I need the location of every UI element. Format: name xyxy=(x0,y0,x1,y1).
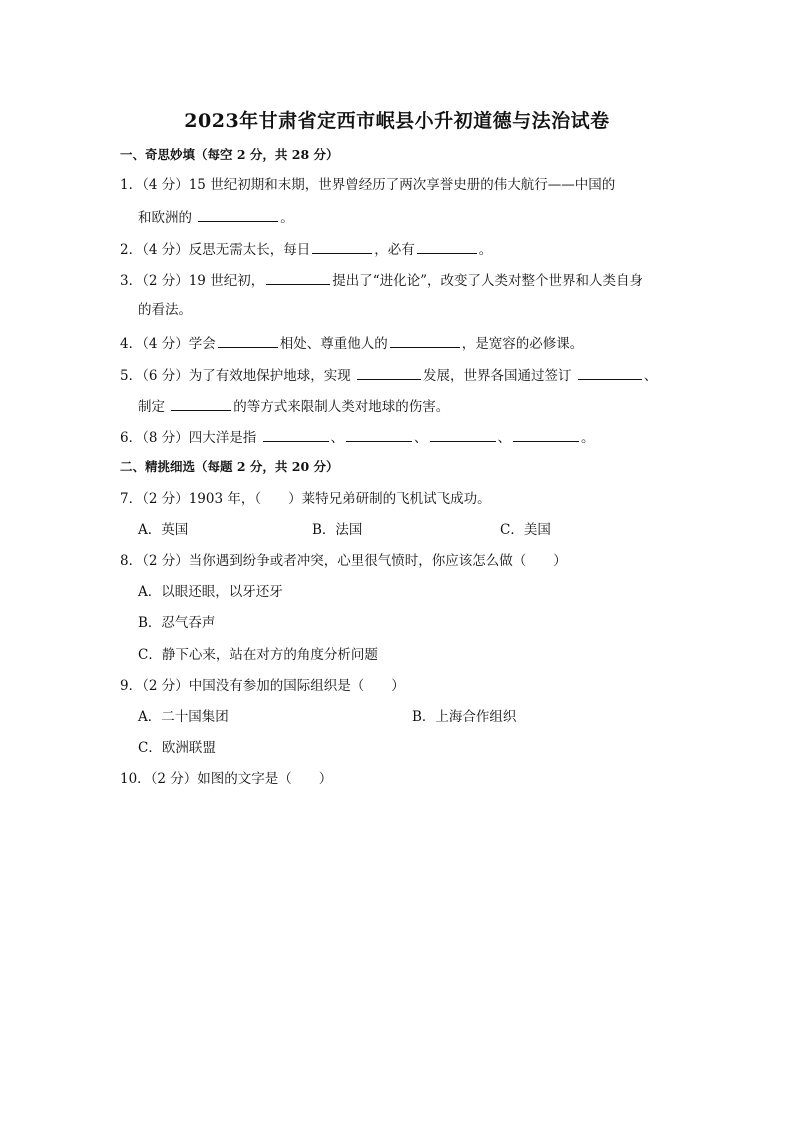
question-4-text-c: ，是宽容的必修课。 xyxy=(461,336,584,352)
question-1-text: 1．（4 分）15 世纪初期和末期，世界曾经历了两次享誉史册的伟大航行——中国的 xyxy=(120,177,616,193)
section-heading-fill-in: 一、奇思妙填（每空 2 分，共 28 分） xyxy=(120,147,339,162)
option-b[interactable]: B．法国 xyxy=(312,522,363,538)
question-1-continuation xyxy=(138,207,294,227)
question-7: 7．（2 分）1903 年，（ ）莱特兄弟研制的飞机试飞成功。 xyxy=(120,491,491,507)
question-5-continuation xyxy=(138,396,449,416)
answer-blank[interactable] xyxy=(417,239,477,254)
option-c[interactable]: C．静下心来，站在对方的角度分析问题 xyxy=(138,647,378,663)
answer-blank[interactable] xyxy=(218,333,278,348)
question-3-continuation: 的看法。 xyxy=(138,302,192,318)
question-3-text-a: 3．（2 分）19 世纪初， xyxy=(120,273,265,289)
separator: 、 xyxy=(497,430,512,446)
question-1-text-2b: 。 xyxy=(280,210,294,226)
answer-blank[interactable] xyxy=(390,333,460,348)
answer-blank[interactable] xyxy=(198,207,278,222)
question-4 xyxy=(120,333,583,353)
question-3-text-b: 提出了“进化论”，改变了人类对整个世界和人类自身 xyxy=(332,273,644,289)
question-8: 8．（2 分）当你遇到纷争或者冲突，心里很气愤时，你应该怎么做（ ） xyxy=(120,553,567,569)
answer-blank[interactable] xyxy=(266,270,330,285)
question-10: 10．（2 分）如图的文字是（ ） xyxy=(120,771,333,787)
option-a[interactable]: A．以眼还眼，以牙还牙 xyxy=(138,584,283,600)
option-c[interactable]: C．欧洲联盟 xyxy=(138,740,216,756)
question-1-text-2a: 和欧洲的 xyxy=(138,210,192,226)
answer-blank[interactable] xyxy=(578,365,642,380)
option-a[interactable]: A．二十国集团 xyxy=(138,709,229,725)
answer-blank[interactable] xyxy=(346,427,412,442)
option-b[interactable]: B．忍气吞声 xyxy=(138,615,216,631)
option-c[interactable]: C．美国 xyxy=(500,522,551,538)
question-5-text-a: 5．（6 分）为了有效地保护地球，实现 xyxy=(120,368,351,384)
question-4-text-a: 4．（4 分）学会 xyxy=(120,336,216,352)
question-5-text-2b: 的等方式来限制人类对地球的伤害。 xyxy=(233,399,450,415)
option-a[interactable]: A．英国 xyxy=(138,522,189,538)
section-heading-multiple-choice: 二、精挑细选（每题 2 分，共 20 分） xyxy=(120,459,339,474)
question-5 xyxy=(120,365,657,385)
question-5-text-b: 发展，世界各国通过签订 xyxy=(423,368,572,384)
answer-blank[interactable] xyxy=(171,396,231,411)
page-title: 2023年甘肃省定西市岷县小升初道德与法治试卷 xyxy=(184,110,610,132)
answer-blank[interactable] xyxy=(312,239,372,254)
question-6-text-a: 6．（8 分）四大洋是指 xyxy=(120,430,257,446)
option-b[interactable]: B．上海合作组织 xyxy=(412,709,517,725)
question-6 xyxy=(120,427,595,447)
question-5-text-2a: 制定 xyxy=(138,399,165,415)
separator: 、 xyxy=(330,430,345,446)
answer-blank[interactable] xyxy=(513,427,579,442)
question-2-text-c: 。 xyxy=(478,242,493,258)
question-1 xyxy=(120,176,615,194)
question-2-text-a: 2．（4 分）反思无需太长，每日 xyxy=(120,242,311,258)
question-2 xyxy=(120,239,492,259)
question-4-text-b: 相处、尊重他人的 xyxy=(279,336,388,352)
question-9: 9．（2 分）中国没有参加的国际组织是（ ） xyxy=(120,678,405,694)
question-2-text-b: ，必有 xyxy=(374,242,415,258)
answer-blank[interactable] xyxy=(430,427,496,442)
answer-blank[interactable] xyxy=(357,365,421,380)
question-6-text-end: 。 xyxy=(581,430,595,446)
question-5-text-c: 、 xyxy=(643,368,658,384)
answer-blank[interactable] xyxy=(263,427,329,442)
question-3 xyxy=(120,270,643,290)
separator: 、 xyxy=(414,430,428,446)
